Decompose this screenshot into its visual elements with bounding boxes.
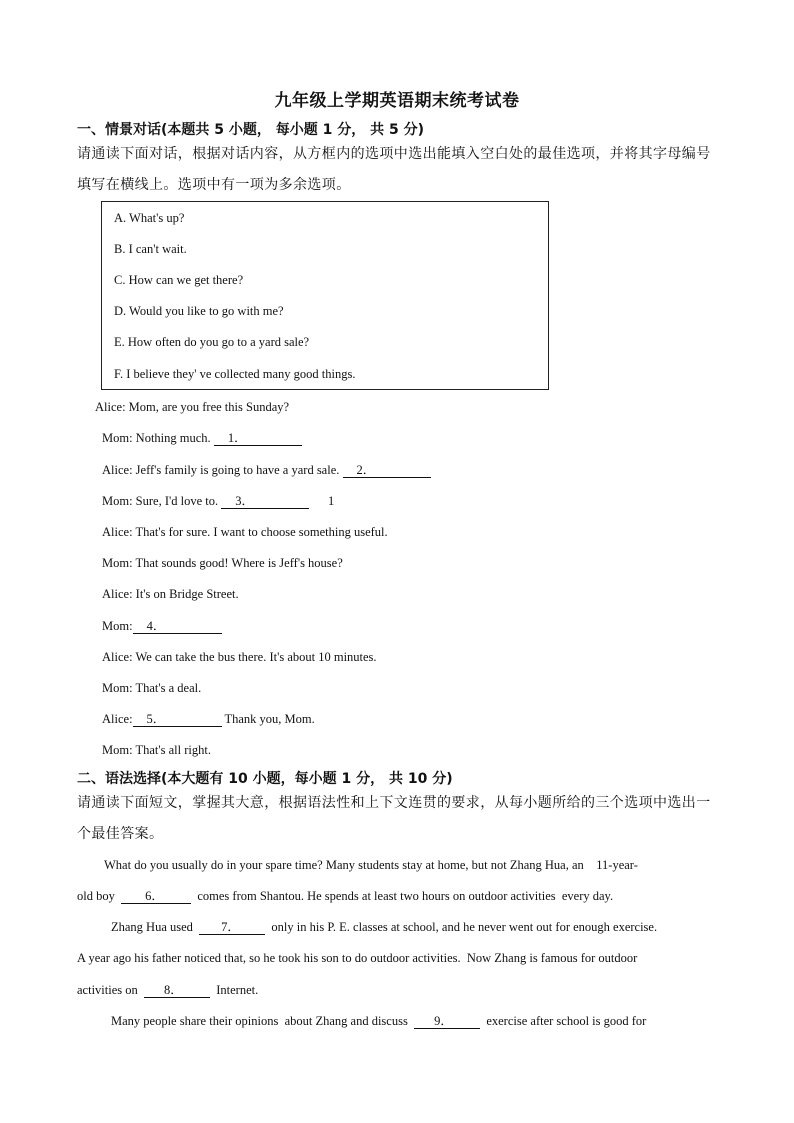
passage-text: exercise after school is good for bbox=[480, 1014, 647, 1028]
passage-text: old boy bbox=[77, 889, 122, 903]
passage-text: comes from Shantou. He spends at least two hours on outdoor activities every day. bbox=[191, 889, 614, 903]
answer-blank-7[interactable]: 7． bbox=[199, 921, 265, 935]
answer-blank-4[interactable]: 4． bbox=[133, 620, 222, 634]
option-f: F. I believe they' ve collected many good things. bbox=[114, 367, 356, 381]
dialogue-text: Thank you, Mom. bbox=[221, 712, 315, 726]
option-e: E. How often do you go to a yard sale? bbox=[114, 335, 310, 349]
dialogue-text: Mom: Sure, I'd love to. bbox=[102, 494, 222, 508]
dialogue-line: Mom: That sounds good! Where is Jeff's house? bbox=[102, 556, 343, 570]
section2-instruction-line1: 请通读下面短文，掌握其大意，根据语法性和上下文连贯的要求，从每小题所给的三个选项中选出一 bbox=[77, 795, 711, 811]
section1-heading: 一、情景对话(本题共 5 小题， 每小题 1 分， 共 5 分) bbox=[77, 122, 425, 138]
passage-line: A year ago his father noticed that, so he took his son to do outdoor activities. Now Zhang is famous for outdoor bbox=[77, 951, 638, 965]
option-a: A. What's up? bbox=[114, 211, 185, 225]
answer-blank-3[interactable]: 3． bbox=[221, 495, 309, 509]
dialogue-text: Alice: Jeff's family is going to have a yard sale. bbox=[102, 463, 343, 477]
passage-text: Zhang Hua used bbox=[111, 920, 200, 934]
answer-blank-5[interactable]: 5． bbox=[133, 713, 222, 727]
dialogue-line bbox=[102, 712, 315, 727]
page-title: 九年级上学期英语期末统考试卷 bbox=[274, 91, 520, 111]
passage-line bbox=[111, 1014, 646, 1029]
passage-line bbox=[111, 920, 657, 935]
passage-line: What do you usually do in your spare time? Many students stay at home, but not Zhang Hua, an 11-year- bbox=[104, 858, 638, 872]
passage-text: activities on bbox=[77, 983, 144, 997]
answer-blank-8[interactable]: 8． bbox=[144, 984, 210, 998]
passage-line bbox=[77, 983, 258, 998]
option-c: C. How can we get there? bbox=[114, 273, 244, 287]
section2-instruction-line2: 个最佳答案。 bbox=[77, 826, 164, 842]
dialogue-line: Mom: That's a deal. bbox=[102, 681, 202, 695]
dialogue-text: Alice: bbox=[102, 712, 133, 726]
dialogue-text: Mom: Nothing much. bbox=[102, 431, 214, 445]
dialogue-line: Alice: That's for sure. I want to choose something useful. bbox=[102, 525, 388, 539]
passage-text: Many people share their opinions about Zhang and discuss bbox=[111, 1014, 415, 1028]
dialogue-line bbox=[102, 431, 302, 446]
dialogue-line bbox=[102, 494, 334, 509]
answer-blank-9[interactable]: 9． bbox=[414, 1015, 480, 1029]
options-box bbox=[101, 201, 549, 390]
section1-instruction-line2: 填写在横线上。选项中有一项为多余选项。 bbox=[77, 177, 351, 193]
dialogue-line bbox=[102, 463, 431, 478]
dialogue-line: Alice: It's on Bridge Street. bbox=[102, 587, 239, 601]
option-b: B. I can't wait. bbox=[114, 242, 187, 256]
dialogue-text: 1 bbox=[309, 494, 335, 508]
section2-instruction bbox=[77, 788, 742, 850]
option-d: D. Would you like to go with me? bbox=[114, 304, 284, 318]
passage-text: Internet. bbox=[210, 983, 259, 997]
answer-blank-6[interactable]: 6． bbox=[121, 890, 191, 904]
passage-line bbox=[77, 889, 613, 904]
section1-instruction-line1: 请通读下面对话，根据对话内容，从方框内的选项中选出能填入空白处的最佳选项，并将其字母编号 bbox=[77, 146, 711, 162]
dialogue-line: Mom: That's all right. bbox=[102, 743, 211, 757]
answer-blank-2[interactable]: 2． bbox=[343, 464, 431, 478]
dialogue-text: Mom: bbox=[102, 619, 133, 633]
passage-text: only in his P. E. classes at school, and he never went out for enough exercise. bbox=[265, 920, 658, 934]
section1-instruction bbox=[77, 139, 742, 201]
answer-blank-1[interactable]: 1． bbox=[214, 432, 302, 446]
dialogue-line bbox=[102, 619, 222, 634]
dialogue-line: Alice: Mom, are you free this Sunday? bbox=[95, 400, 290, 414]
dialogue-line: Alice: We can take the bus there. It's about 10 minutes. bbox=[102, 650, 377, 664]
section2-heading: 二、语法选择(本大题有 10 小题，每小题 1 分， 共 10 分) bbox=[77, 771, 453, 787]
